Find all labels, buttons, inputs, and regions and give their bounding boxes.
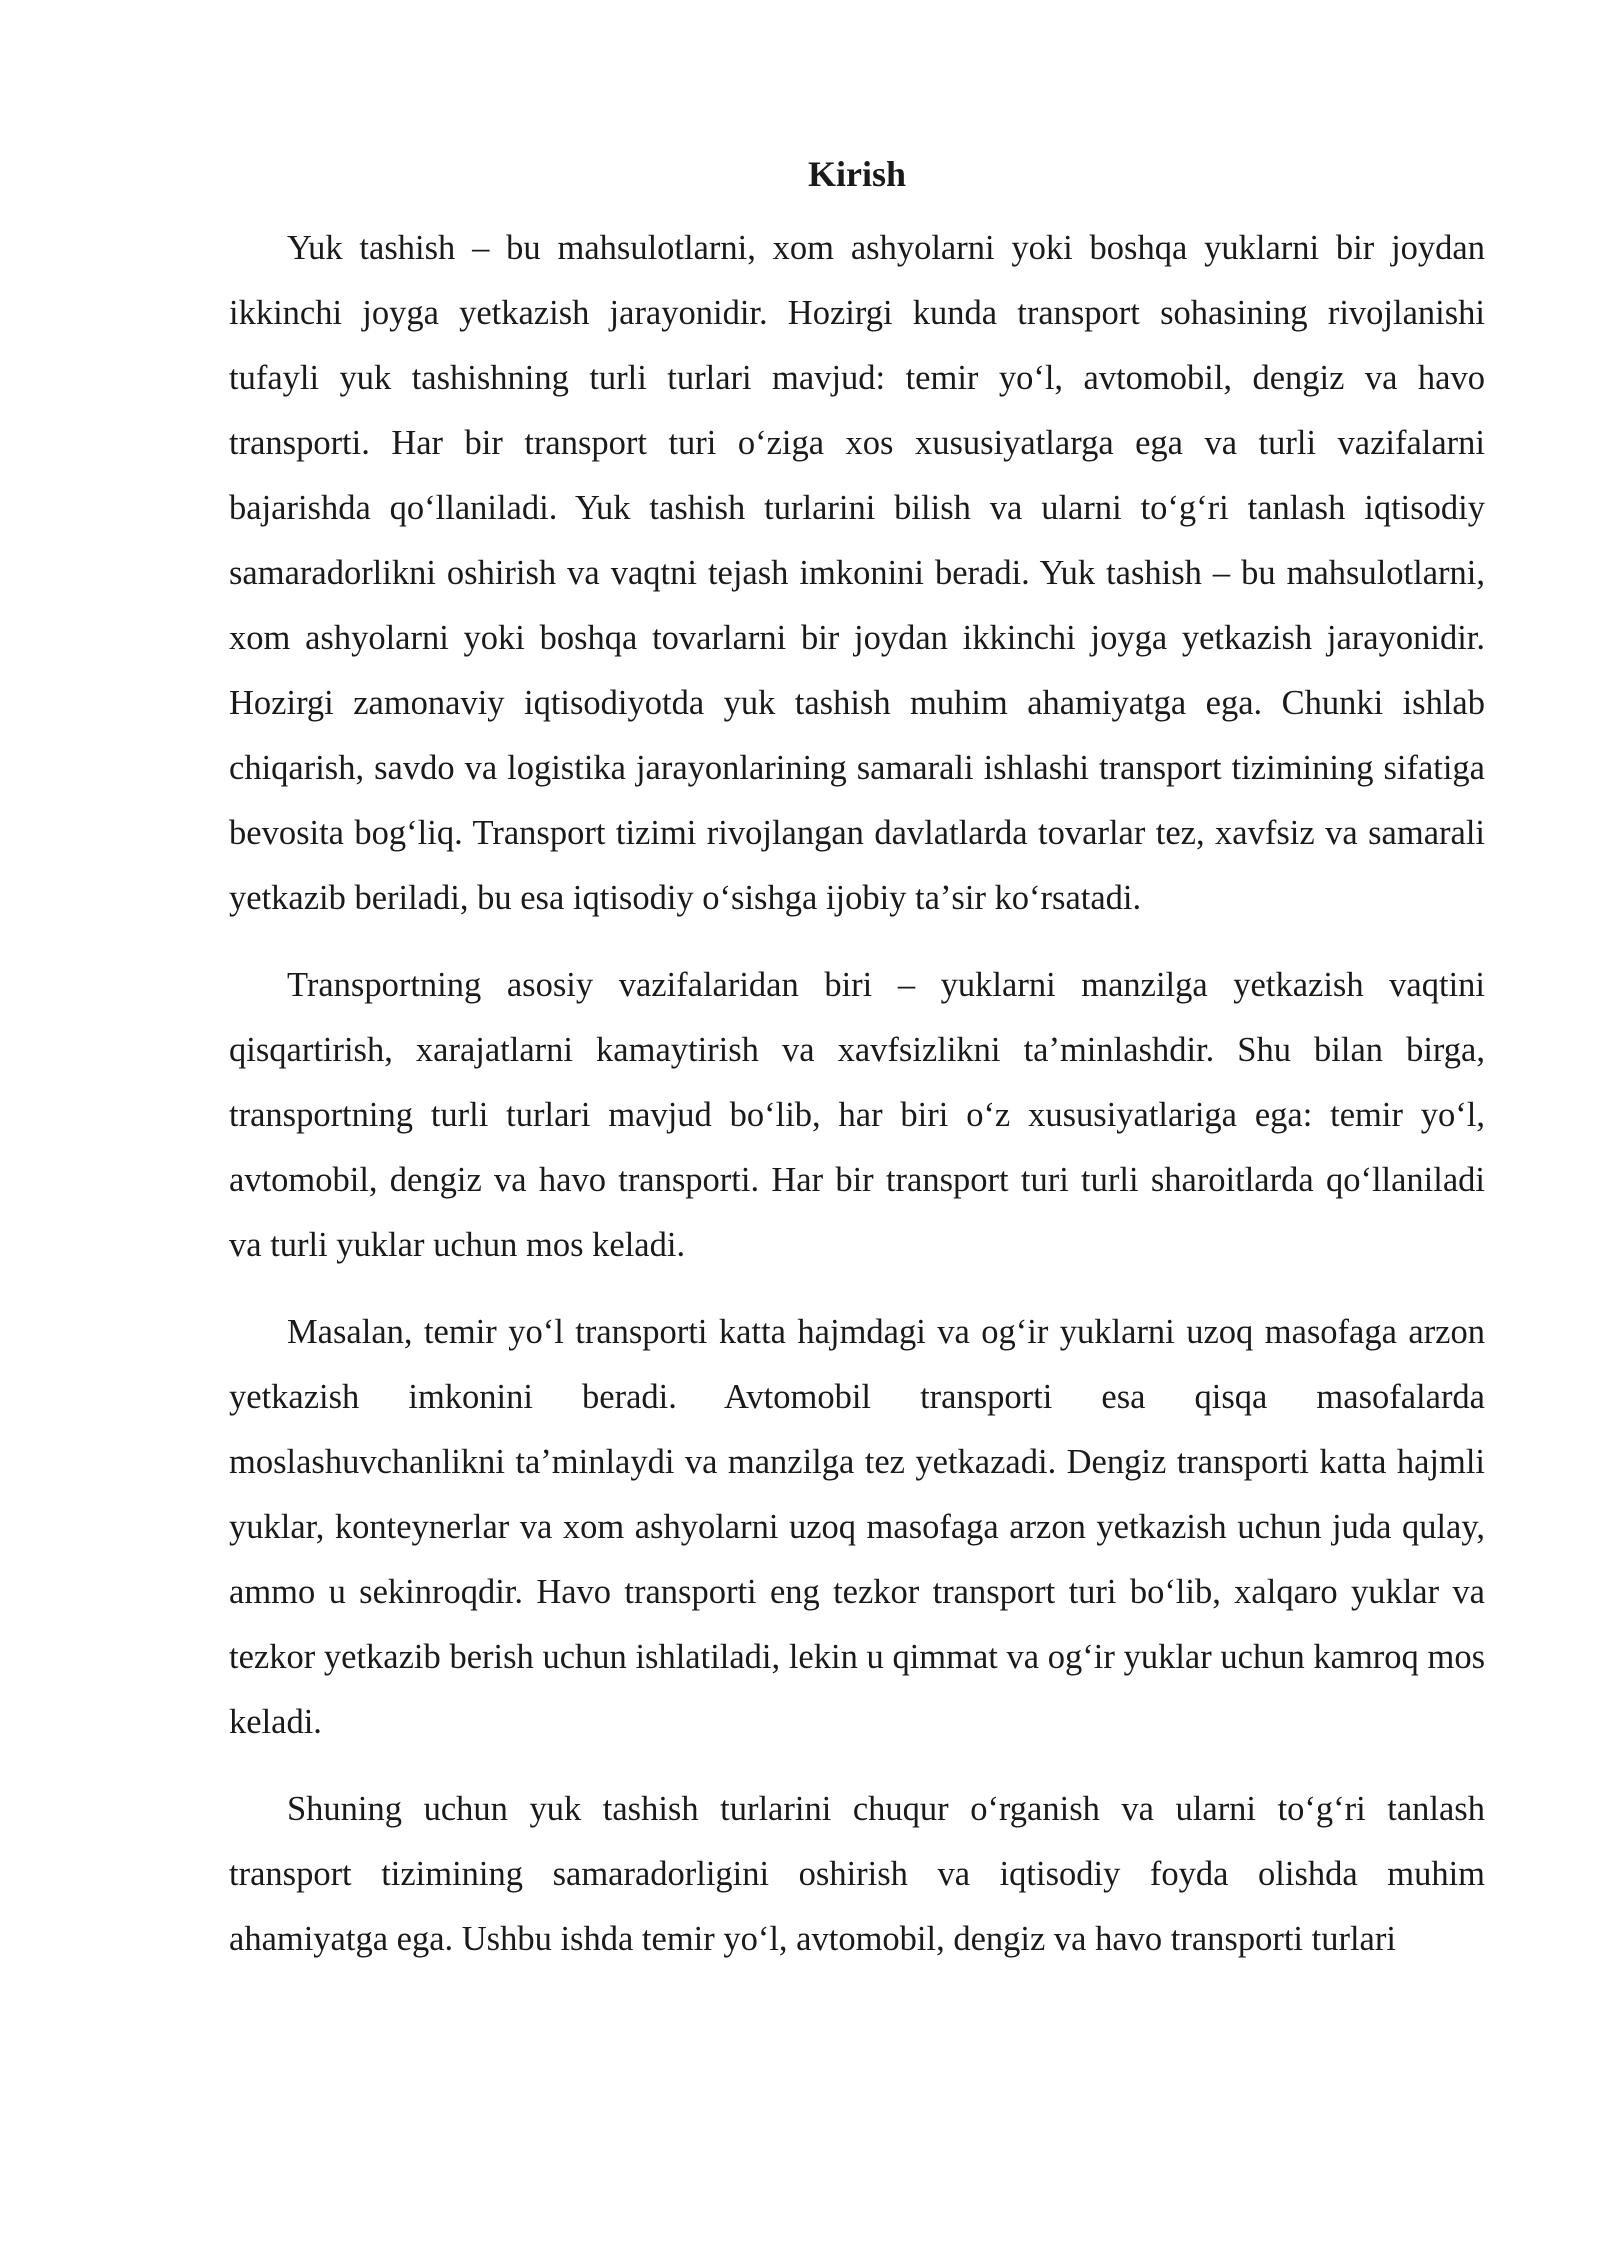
page-title: Kirish <box>807 154 906 194</box>
paragraph-transport-tasks: Transportning asosiy vazifalaridan biri – yuklarni manzilga yetkazish vaqtini qisqartirish, xarajatlarni kamaytirish va xavfsizlikni taʼminlashdir. Shu bilan birga, transportning turli turlari mavjud boʻlib, har biri oʻz xususiyatlariga ega: temir yoʻl, avtomobil, dengiz va havo transporti. Har bir transport turi turli sharoitlarda qoʻllaniladi va turli yuklar uchun mos keladi. <box>229 966 1485 1264</box>
paragraph-conclusion: Shuning uchun yuk tashish turlarini chuqur oʻrganish va ularni toʻgʻri tanlash transport tizimining samaradorligini oshirish va iqtisodiy foyda olishda muhim ahamiyatga ega. Ushbu ishda temir yoʻl, avtomobil, dengiz va havo transporti turlari <box>229 1790 1485 1958</box>
paragraph-transport-examples: Masalan, temir yoʻl transporti katta hajmdagi va ogʻir yuklarni uzoq masofaga arzon yetkazish imkonini beradi. Avtomobil transporti esa qisqa masofalarda moslashuvchanlikni taʼminlaydi va manzilga tez yetkazadi. Dengiz transporti katta hajmli yuklar, konteynerlar va xom ashyolarni uzoq masofaga arzon yetkazish uchun juda qulay, ammo u sekinroqdir. Havo transporti eng tezkor transport turi boʻlib, xalqaro yuklar va tezkor yetkazib berish uchun ishlatiladi, lekin u qimmat va ogʻir yuklar uchun kamroq mos keladi. <box>229 1313 1485 1741</box>
document-body <box>229 150 1485 1994</box>
paragraph-intro: Yuk tashish – bu mahsulotlarni, xom ashyolarni yoki boshqa yuklarni bir joydan ikkinchi joyga yetkazish jarayonidir. Hozirgi kunda transport sohasining rivojlanishi tufayli yuk tashishning turli turlari mavjud: temir yoʻl, avtomobil, dengiz va havo transporti. Har bir transport turi oʻziga xos xususiyatlarga ega va turli vazifalarni bajarishda qoʻllaniladi. Yuk tashish turlarini bilish va ularni toʻgʻri tanlash iqtisodiy samaradorlikni oshirish va vaqtni tejash imkonini beradi. Yuk tashish – bu mahsulotlarni, xom ashyolarni yoki boshqa tovarlarni bir joydan ikkinchi joyga yetkazish jarayonidir. Hozirgi zamonaviy iqtisodiyotda yuk tashish muhim ahamiyatga ega. Chunki ishlab chiqarish, savdo va logistika jarayonlarining samarali ishlashi transport tizimining sifatiga bevosita bogʻliq. Transport tizimi rivojlangan davlatlarda tovarlar tez, xavfsiz va samarali yetkazib beriladi, bu esa iqtisodiy oʻsishga ijobiy taʼsir koʻrsatadi. <box>229 229 1485 917</box>
